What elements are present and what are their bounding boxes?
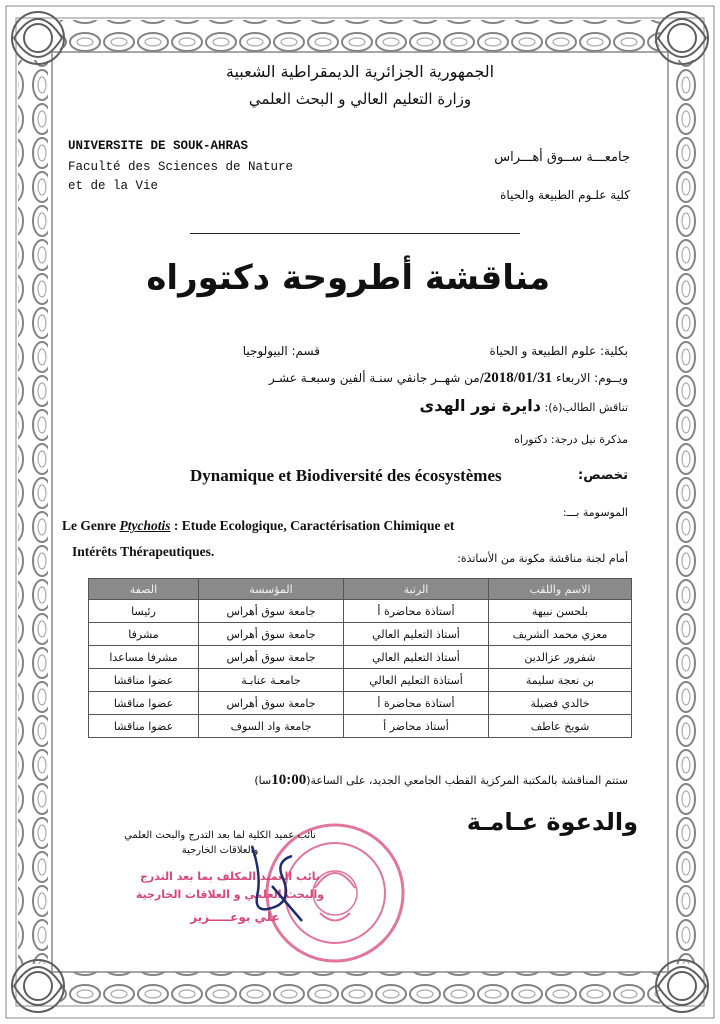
jury-institution: جامعة سوق أهراس — [199, 692, 344, 715]
faculty-line: بكلية: علوم الطبيعة و الحياة — [489, 344, 628, 358]
jury-role: مشرفا — [89, 623, 199, 646]
jury-name: معزي محمد الشريف — [489, 623, 632, 646]
jury-institution: جامعـة عنابـة — [199, 669, 344, 692]
venue-suffix: سا) — [254, 774, 272, 787]
header-rank: الرتبة — [344, 579, 489, 600]
university-name-ar: جامعـــة ســوق أهـــراس — [494, 150, 630, 165]
signatory-name: علي بوعـــــزيز — [190, 910, 280, 924]
signatory-title-line1: نائب عميد الكلية لما بعد التدرج والبحث العلمي — [124, 830, 316, 841]
table-row — [89, 692, 632, 715]
degree-line: مذكرة نيل درجة: دكتوراه — [514, 433, 628, 446]
ministry-heading: وزارة التعليم العالي و البحث العلمي — [248, 90, 472, 108]
thesis-title-line2: Intérêts Thérapeutiques. — [72, 544, 215, 559]
jury-table-header — [89, 579, 632, 600]
thesis-title-part3: : Etude Ecologique, Caractérisation Chimique et — [170, 518, 455, 533]
jury-role: رئيسا — [89, 600, 199, 623]
jury-rank: أستاذة محاضرة أ — [344, 600, 489, 623]
jury-intro: أمام لجنة مناقشة مكونة من الأساتذة: — [457, 552, 628, 565]
page-title: مناقشة أطروحة دكتوراه — [146, 258, 550, 298]
table-row — [89, 646, 632, 669]
republic-heading: الجمهورية الجزائرية الديمقراطية الشعبية — [225, 62, 495, 81]
general-invitation: والدعوة عـامـة — [466, 808, 638, 836]
student-prefix: تناقش الطالب(ة): — [544, 401, 628, 414]
table-row — [89, 669, 632, 692]
venue-line — [254, 772, 628, 789]
jury-rank: أستاذة محاضرة أ — [344, 692, 489, 715]
defense-date: 2018/01/31 — [483, 370, 553, 386]
faculty-name-fr-line2: et de la Vie — [68, 179, 159, 193]
thesis-title-line1 — [62, 518, 454, 534]
defense-time: 10:00 — [271, 772, 307, 788]
table-row — [89, 600, 632, 623]
jury-role: عضوا مناقشا — [89, 692, 199, 715]
jury-rank: أستاذ التعليم العالي — [344, 646, 489, 669]
stamp-line2: والبحث العلمي و العلاقات الخارجية — [135, 888, 325, 901]
jury-name: شفرور عزالدين — [489, 646, 632, 669]
thesis-label: الموسومة بـــ: — [562, 506, 628, 519]
jury-institution: جامعة واد السوف — [199, 715, 344, 738]
jury-name: شويخ عاطف — [489, 715, 632, 738]
jury-rank: أستاذة التعليم العالي — [344, 669, 489, 692]
jury-institution: جامعة سوق أهراس — [199, 600, 344, 623]
department-line: قسم: البيولوجيا — [242, 344, 320, 358]
specialty-value: Dynamique et Biodiversité des écosystèmes — [190, 466, 502, 485]
header-role: الصفة — [89, 579, 199, 600]
date-suffix: /من شهــر جانفي سنـة ألفين وسبعـة عشـر — [268, 371, 484, 385]
venue-prefix: ستتم المناقشة بالمكتبة المركزية القطب الجامعي الجديد، على الساعة( — [306, 774, 628, 787]
date-prefix: ويــوم: الاربعاء — [555, 371, 628, 385]
specialty-label: تخصص: — [578, 468, 628, 483]
signatory-title-line2: والعلاقات الخارجية — [181, 845, 259, 856]
divider-line — [190, 233, 520, 234]
header-name: الاسم واللقب — [489, 579, 632, 600]
jury-role: عضوا مناقشا — [89, 715, 199, 738]
table-row — [89, 623, 632, 646]
university-name-fr: UNIVERSITE DE SOUK-AHRAS — [68, 139, 249, 153]
header-institution: المؤسسة — [199, 579, 344, 600]
jury-rank: أستاذ التعليم العالي — [344, 623, 489, 646]
stamp-line1: نائب العميد المكلف بما بعد التدرج — [139, 870, 321, 883]
date-line — [269, 370, 628, 387]
jury-rank: أستاذ محاضر أ — [344, 715, 489, 738]
thesis-title-genus: Ptychotis — [119, 518, 171, 533]
jury-table — [88, 578, 632, 738]
table-row — [89, 715, 632, 738]
faculty-name-fr-line1: Faculté des Sciences de Nature — [68, 160, 294, 174]
thesis-title-part1: Le Genre — [62, 518, 120, 533]
jury-role: عضوا مناقشا — [89, 669, 199, 692]
jury-role: مشرفا مساعدا — [89, 646, 199, 669]
jury-institution: جامعة سوق أهراس — [199, 646, 344, 669]
student-name: دايرة نور الهدى — [419, 396, 541, 415]
jury-name: بلحسن نبيهة — [489, 600, 632, 623]
jury-name: خالدي فضيلة — [489, 692, 632, 715]
jury-name: بن نعجة سليمة — [489, 669, 632, 692]
student-line — [420, 396, 628, 415]
faculty-name-ar: كلية علـوم الطبيعة والحياة — [500, 188, 630, 202]
jury-institution: جامعة سوق أهراس — [199, 623, 344, 646]
